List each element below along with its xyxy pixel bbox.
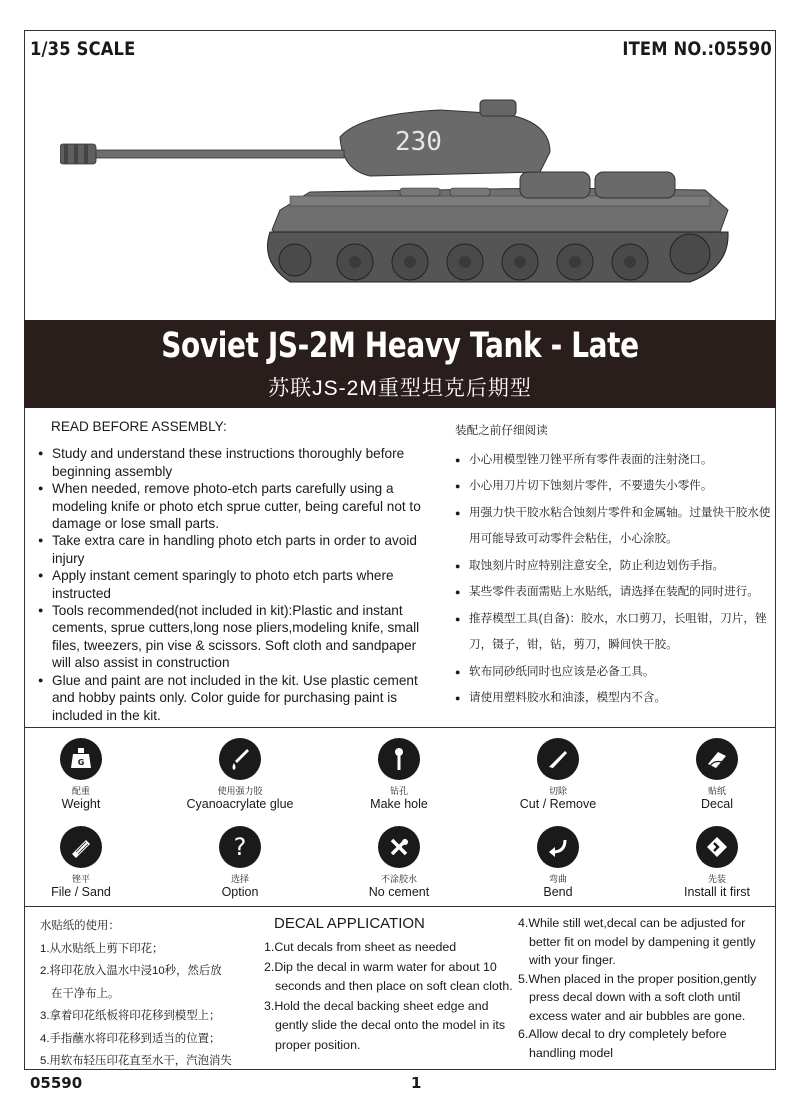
- legend-no-cement: [324, 826, 474, 899]
- assembly-item-en: ● When needed, remove photo-etch parts carefully using a modeling knife or photo etch sprue cutter, being careful not to damage or lose small parts.: [38, 480, 438, 532]
- legend-label-cn: 锉平: [71, 874, 90, 884]
- legend-label-en: Weight: [61, 797, 101, 811]
- assembly-notes-en: [38, 418, 438, 724]
- product-title-cn: 苏联JS-2M重型坦克后期型: [268, 377, 532, 400]
- decal-step-cn: 4.手指蘸水将印花移到适当的位置；: [40, 1032, 221, 1045]
- decal-step-en: 4.While still wet,decal can be adjusted for better fit on model by dampening it gently with your finger.: [518, 916, 756, 967]
- gun-barrel: [60, 140, 350, 170]
- glue-drop-icon: [219, 738, 261, 780]
- legend-label-en: File / Sand: [51, 885, 111, 899]
- decal-step-en: 1.Cut decals from sheet as needed: [264, 940, 457, 954]
- decal-instructions-cn: [40, 915, 260, 1073]
- assembly-heading-en: READ BEFORE ASSEMBLY:: [51, 419, 227, 434]
- legend-label-cn: 先装: [707, 874, 726, 884]
- legend-label-en: Make hole: [370, 797, 428, 811]
- decal-instructions-en: [264, 914, 519, 1055]
- decal-step-cn: 2.将印花放入温水中浸10秒，然后放在干净布上。: [40, 965, 222, 1000]
- decal-step-cn: 1.从水贴纸上剪下印花；: [40, 942, 164, 955]
- assembly-item-cn: ● 某些零件表面需贴上水贴纸，请选择在装配的同时进行。: [455, 579, 775, 606]
- assembly-item-en: ● Apply instant cement sparingly to photo etch parts where instructed: [38, 567, 438, 602]
- footer-item-code: 05590: [30, 1074, 83, 1092]
- legend-label-cn: 选择: [230, 874, 249, 884]
- svg-text:G: G: [77, 758, 85, 767]
- legend-cut: [483, 738, 633, 811]
- knife-icon: [537, 738, 579, 780]
- scale-label: 1/35 SCALE: [30, 38, 136, 60]
- legend-label-cn: 弯曲: [548, 874, 567, 884]
- assembly-item-en: ● Take extra care in handling photo etch parts in order to avoid injury: [38, 532, 438, 567]
- assembly-item-en: ● Study and understand these instructions thoroughly before beginning assembly: [38, 445, 438, 480]
- decal-step-en: 2.Dip the decal in warm water for about 10 seconds and then place on soft clean cloth.: [264, 959, 513, 993]
- tank-number: 230: [395, 127, 442, 157]
- question-icon: ?: [219, 826, 261, 868]
- decal-step-cn: 5.用软布轻压印花直至水干，汽泡消失: [40, 1055, 232, 1067]
- legend-label-cn: 配重: [71, 786, 90, 796]
- decal-icon: [696, 738, 738, 780]
- assembly-item-cn: ● 软布同砂纸同时也应该是必备工具。: [455, 659, 775, 686]
- item-number: ITEM NO.:05590: [622, 38, 772, 60]
- assembly-item-cn: ● 取蚀刻片时应特别注意安全，防止利边划伤手指。: [455, 553, 775, 580]
- assembly-item-en: ● Tools recommended(not included in kit):Plastic and instant cements, sprue cutters,long nose pliers,modeling knife, small files, tweezers, pin vise & scissors. Soft cloth and sandpaper will also assist in construction: [38, 602, 438, 672]
- legend-label-en: Decal: [701, 797, 733, 811]
- legend-label-en: Install it first: [684, 885, 750, 899]
- section-divider: [24, 906, 776, 907]
- legend-option: [165, 826, 315, 899]
- decal-heading-en: DECAL APPLICATION: [274, 915, 425, 932]
- legend-label-cn: 切除: [548, 786, 567, 796]
- legend-label-cn: 不涂胶水: [380, 874, 417, 884]
- assembly-item-cn: ● 推荐模型工具(自备)：胶水，水口剪刀，长咀钳，刀片，锉刀，镊子，钳，钻，剪刀，瞬间快干胶。: [455, 606, 775, 659]
- product-title-en: Soviet JS-2M Heavy Tank - Late: [161, 326, 639, 366]
- bend-arrow-icon: [537, 826, 579, 868]
- assembly-item-cn: ● 小心用刀片切下蚀刻片零件，不要遗失小零件。: [455, 473, 775, 500]
- decal-step-en: 5.When placed in the proper position,gently press decal down with a soft cloth until excess water and air bubbles are gone.: [518, 971, 757, 1023]
- assembly-item-cn: ● 请使用塑料胶水和油漆，模型内不含。: [455, 685, 775, 712]
- legend-drill: [324, 738, 474, 811]
- legend-label-en: Cyanoacrylate glue: [186, 797, 294, 811]
- assembly-item-cn: ● 用强力快干胶水粘合蚀刻片零件和金属轴。过量快干胶水使用可能导致可动零件会粘住，小心涂胶。: [455, 500, 775, 553]
- decal-step-cn: 3.拿着印花纸板将印花移到模型上；: [40, 1010, 221, 1022]
- legend-label-cn: 使用强力胶: [217, 786, 263, 796]
- drill-icon: [378, 738, 420, 780]
- weight-icon: [60, 738, 102, 780]
- legend-decal: [642, 738, 792, 811]
- page-number: 1: [411, 1074, 422, 1092]
- section-divider: [24, 727, 776, 728]
- legend-bend: [483, 826, 633, 899]
- decal-heading-cn: 水贴纸的使用：: [40, 920, 120, 932]
- legend-label-en: Cut / Remove: [519, 797, 597, 811]
- assembly-notes-cn: [455, 418, 775, 712]
- legend-label-en: Bend: [543, 885, 573, 899]
- no-cement-icon: [378, 826, 420, 868]
- legend-label-en: Option: [221, 885, 259, 899]
- decal-step-en: 6.Allow decal to dry completely before handling model: [518, 1027, 727, 1060]
- legend-weight: [6, 738, 156, 811]
- legend-label-cn: 贴纸: [707, 786, 726, 796]
- decal-step-en: 3.Hold the decal backing sheet edge and gently slide the decal onto the model in its proper position.: [264, 998, 506, 1052]
- assembly-heading-cn: 装配之前仔细阅读: [455, 424, 548, 437]
- legend-label-cn: 钻孔: [389, 786, 408, 796]
- install-first-icon: [696, 826, 738, 868]
- legend-glue: [165, 738, 315, 811]
- legend-install-first: [642, 826, 792, 899]
- decal-instructions-en-continued: [518, 914, 768, 1062]
- assembly-item-en: ● Glue and paint are not included in the kit. Use plastic cement and hobby paints only. Color guide for purchasing paint is included in the kit.: [38, 672, 438, 724]
- title-banner: [24, 320, 776, 408]
- assembly-item-cn: ● 小心用模型锉刀锉平所有零件表面的注射浇口。: [455, 447, 775, 474]
- legend-label-en: No cement: [368, 885, 430, 899]
- file-icon: [60, 826, 102, 868]
- symbol-legend: [24, 738, 776, 904]
- legend-file: [6, 826, 156, 899]
- tank-illustration: [250, 92, 740, 307]
